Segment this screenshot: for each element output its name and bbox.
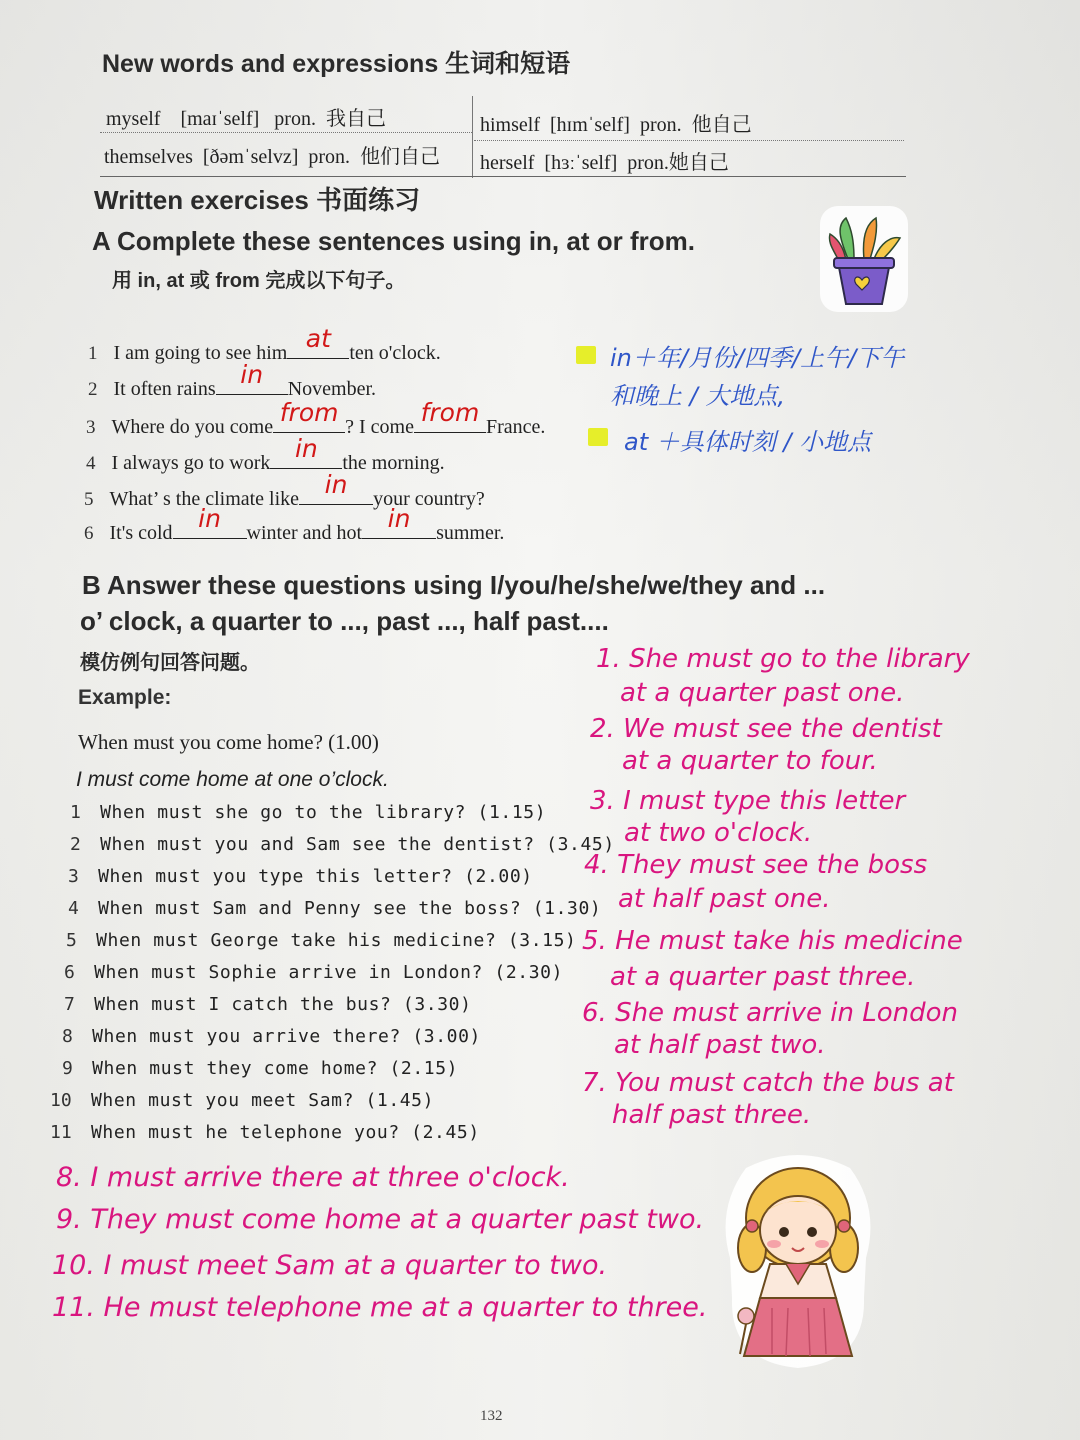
answer-5-line1: 5. He must take his medicine xyxy=(582,926,963,956)
answer-2-line2: at a quarter to four. xyxy=(622,746,878,776)
section-a-title: A Complete these sentences using in, at or from. xyxy=(92,226,695,256)
answer-blank: in xyxy=(173,516,247,539)
vocab-divider-dotted-right xyxy=(474,140,904,141)
exercise-a-item-6: 6 It's cold in winter and hot in summer. xyxy=(84,504,505,544)
answer-1-line2: at a quarter past one. xyxy=(620,678,905,708)
vocab-divider-bottom xyxy=(100,176,906,177)
girl-sticker-icon xyxy=(716,1148,880,1372)
answer-3-line1: 3. I must type this letter xyxy=(590,786,906,816)
vocab-entry-myself: myself [maɪˈself] pron. 我自己 xyxy=(106,108,386,130)
answer-4-line2: at half past one. xyxy=(618,884,831,914)
section-a-subtitle: 用 in, at 或 from 完成以下句子。 xyxy=(112,270,406,292)
answer-1-line1: 1. She must go to the library xyxy=(596,644,970,674)
question-2: 2 When must you and Sam see the dentist? (3.45) xyxy=(70,834,615,855)
question-9: 9 When must they come home? (2.15) xyxy=(62,1058,459,1079)
answer-2-line1: 2. We must see the dentist xyxy=(590,714,942,744)
answer-blank: in xyxy=(299,482,373,505)
exercise-a-item-4: 4 I always go to work in the morning. xyxy=(86,434,445,474)
answer-10: 10. I must meet Sam at a quarter to two. xyxy=(52,1250,608,1281)
answer-blank: at xyxy=(287,336,349,359)
question-4: 4 When must Sam and Penny see the boss? (1.30) xyxy=(68,898,602,919)
flower-pot-sticker-icon xyxy=(818,204,910,314)
question-5: 5 When must George take his medicine? (3.15) xyxy=(66,930,577,951)
vocab-entry-themselves: themselves [ðəmˈselvz] pron. 他们自己 xyxy=(104,146,441,168)
answer-3-line2: at two o'clock. xyxy=(624,818,813,848)
answer-blank: in xyxy=(362,516,436,539)
answer-blank: in xyxy=(270,446,342,469)
question-1: 1 When must she go to the library? (1.15) xyxy=(70,802,547,823)
vocab-entry-herself: herself [hɜːˈself] pron.她自己 xyxy=(480,152,729,174)
note-in-rule-line1: in＋年/月份/四季/上午/下午 xyxy=(610,344,905,372)
highlight-marker-2 xyxy=(588,428,608,446)
vocab-heading: New words and expressions 生词和短语 xyxy=(102,50,571,78)
question-6: 6 When must Sophie arrive in London? (2.30) xyxy=(64,962,564,983)
answer-11: 11. He must telephone me at a quarter to three. xyxy=(52,1292,708,1323)
exercise-a-item-1: 1 I am going to see him at ten o'clock. xyxy=(88,324,441,364)
section-b-title-line1: B Answer these questions using I/you/he/she/we/they and ... xyxy=(82,570,826,600)
answer-blank: in xyxy=(216,372,288,395)
answer-7-line1: 7. You must catch the bus at xyxy=(582,1068,954,1098)
answer-blank: from xyxy=(273,410,345,433)
answer-blank: from xyxy=(414,410,486,433)
answer-8: 8. I must arrive there at three o'clock. xyxy=(56,1162,570,1193)
page-number: 132 xyxy=(480,1408,503,1424)
answer-5-line2: at a quarter past three. xyxy=(610,962,916,992)
question-10: 10 When must you meet Sam? (1.45) xyxy=(50,1090,435,1111)
vocab-divider-dotted-left xyxy=(100,132,472,133)
question-11: 11 When must he telephone you? (2.45) xyxy=(50,1122,480,1143)
answer-6-line2: at half past two. xyxy=(614,1030,826,1060)
answer-6-line1: 6. She must arrive in London xyxy=(582,998,959,1028)
exercise-a-item-3: 3 Where do you come from ? I come from France. xyxy=(86,398,546,438)
section-b-subtitle: 模仿例句回答问题。 xyxy=(80,652,260,674)
written-exercises-heading: Written exercises 书面练习 xyxy=(94,185,421,215)
section-b-title-line2: o’ clock, a quarter to ..., past ..., half past.... xyxy=(80,606,609,636)
example-answer: I must come home at one o’clock. xyxy=(76,768,389,791)
exercise-a-item-5: 5 What’ s the climate like in your country? xyxy=(84,470,485,510)
answer-7-line2: half past three. xyxy=(612,1100,812,1130)
question-8: 8 When must you arrive there? (3.00) xyxy=(62,1026,481,1047)
answer-4-line1: 4. They must see the boss xyxy=(584,850,928,880)
question-7: 7 When must I catch the bus? (3.30) xyxy=(64,994,472,1015)
highlight-marker-1 xyxy=(576,346,596,364)
note-at-rule: at ＋具体时刻 / 小地点 xyxy=(624,428,872,456)
vocab-entry-himself: himself [hɪmˈself] pron. 他自己 xyxy=(480,114,752,136)
example-question: When must you come home? (1.00) xyxy=(78,730,379,754)
question-3: 3 When must you type this letter? (2.00) xyxy=(68,866,533,887)
example-label: Example: xyxy=(78,686,172,709)
exercise-a-item-2: 2 It often rains in November. xyxy=(88,360,376,400)
answer-9: 9. They must come home at a quarter past two. xyxy=(56,1204,705,1235)
note-in-rule-line2: 和晚上 / 大地点, xyxy=(610,382,785,410)
vocab-divider-vertical xyxy=(472,96,473,178)
